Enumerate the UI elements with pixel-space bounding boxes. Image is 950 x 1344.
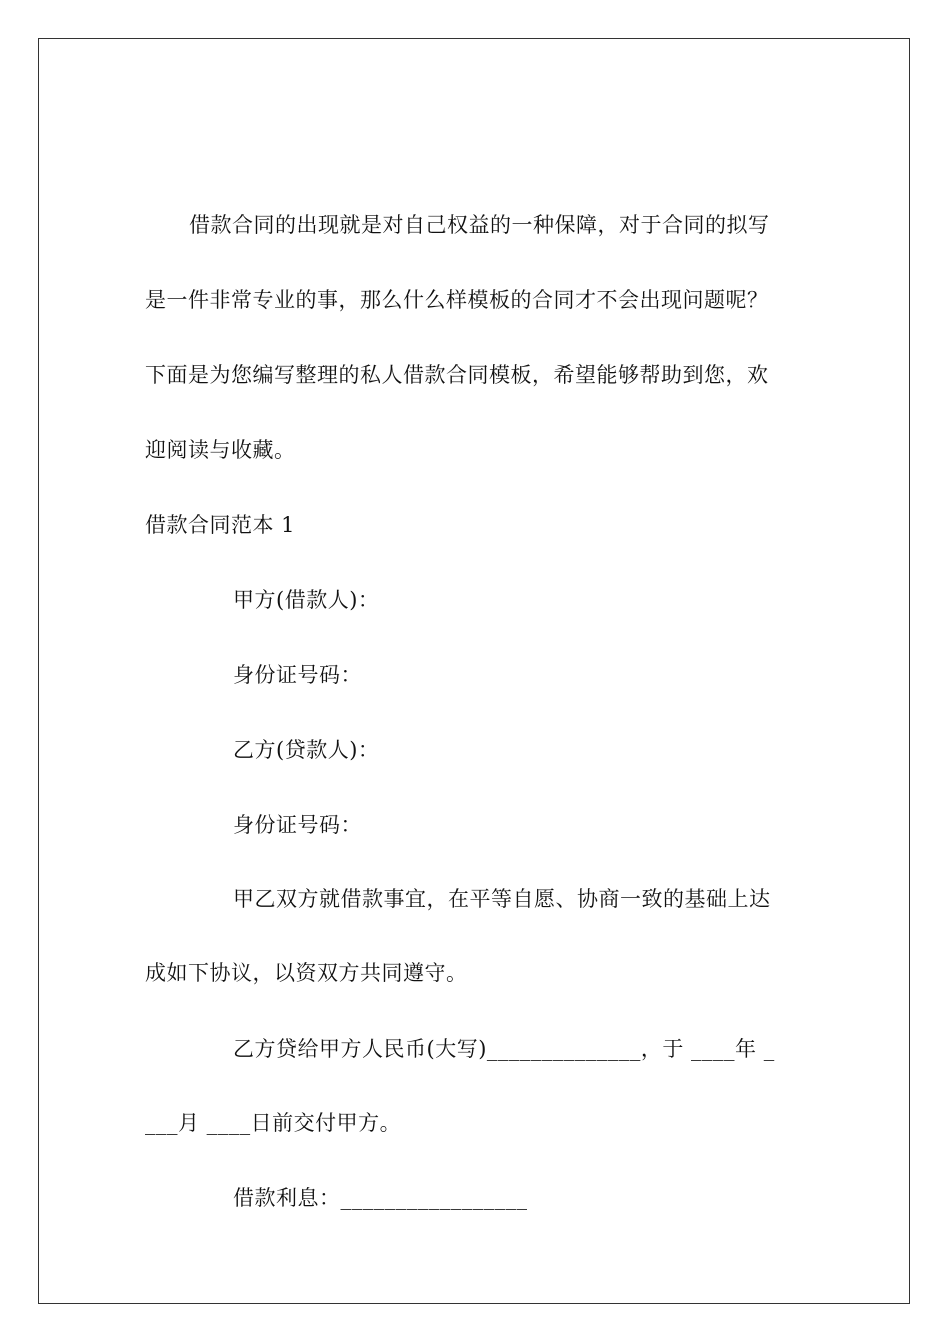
interest-line: 借款利息：_________________ (233, 1186, 528, 1210)
agreement-line-1: 甲乙双方就借款事宜，在平等自愿、协商一致的基础上达 (233, 887, 771, 911)
section-title: 借款合同范本 1 (145, 513, 296, 537)
intro-line-1: 借款合同的出现就是对自己权益的一种保障，对于合同的拟写 (189, 213, 770, 237)
party-b-label: 乙方(贷款人)： (233, 738, 380, 762)
intro-line-2: 是一件非常专业的事，那么什么样模板的合同才不会出现问题呢？ (145, 288, 769, 312)
intro-line-3: 下面是为您编写整理的私人借款合同模板，希望能够帮助到您，欢 (145, 363, 769, 387)
loan-terms-line-1: 乙方贷给甲方人民币(大写)______________，于 ____年 _ (233, 1037, 775, 1061)
loan-terms-line-2: ___月 ____日前交付甲方。 (145, 1111, 402, 1135)
party-a-label: 甲方(借款人)： (233, 588, 380, 612)
agreement-line-2: 成如下协议，以资双方共同遵守。 (145, 961, 468, 985)
intro-line-4: 迎阅读与收藏。 (145, 438, 296, 462)
party-a-id-label: 身份证号码： (233, 663, 362, 687)
party-b-id-label: 身份证号码： (233, 813, 362, 837)
